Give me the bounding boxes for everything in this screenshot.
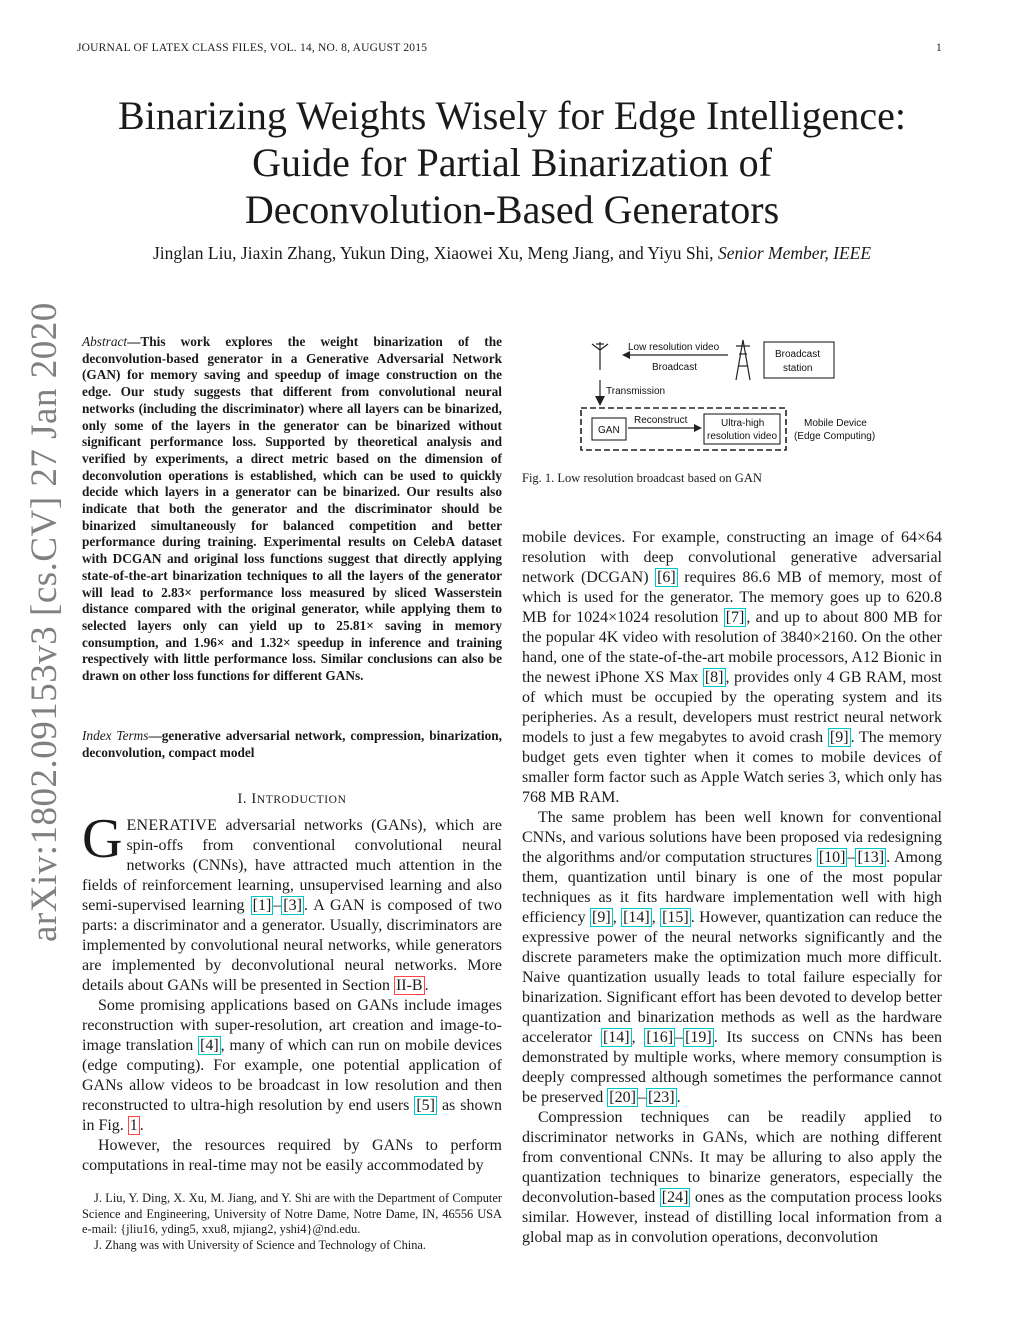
- intro-text: . A GAN is composed of two parts: a discriminator and a generator. Usually, discriminators are implemented by convolutional neural networks, while generators are implemented by deconvolutional neural networks. More details about GANs will be presented in Section: [82, 897, 502, 994]
- citation-link[interactable]: [19]: [685, 1029, 712, 1046]
- section-title-cap: I: [251, 791, 257, 807]
- citation-link[interactable]: [20]: [609, 1089, 636, 1106]
- section-heading: [82, 791, 502, 808]
- citation-link[interactable]: [9]: [592, 909, 611, 926]
- mobile-device-label-2: (Edge Computing): [794, 431, 876, 442]
- citation-link[interactable]: [14]: [623, 909, 650, 926]
- dash: –: [675, 1029, 684, 1046]
- mobile-device-label-1: Mobile Device: [804, 418, 867, 429]
- right-paragraph-2: [522, 808, 942, 1108]
- arxiv-stamp: arXiv:1802.09153v3 [cs.CV] 27 Jan 2020: [24, 302, 65, 942]
- dash: –: [273, 897, 282, 914]
- intro-text: Some promising applications based on GANs include images reconstruction with super-resolution, art creation and image-to-image translation: [82, 997, 502, 1054]
- citation-link[interactable]: [13]: [857, 849, 885, 866]
- body-text: , provides only 4 GB RAM, most of which must be occupied by the operating system and its peripheries. As a result, developers must restrict neural network models to just a few megabytes to avoid crash: [522, 669, 943, 746]
- station-label-2: station: [783, 363, 813, 374]
- body-text: . The memory budget gets even tighter when it comes to mobile devices of smaller form factor such as Apple Watch series 3, which only has 768 MB RAM.: [522, 729, 942, 806]
- citation-link[interactable]: [3]: [283, 897, 302, 914]
- footnote-affiliation-2: J. Zhang was with University of Science and Technology of China.: [94, 1237, 427, 1252]
- comma: ,: [631, 1029, 645, 1046]
- body-text: . Among them, quantization until binary is one of the most popular techniques as it fits hardware implementation well with high efficiency: [522, 849, 942, 926]
- index-terms-lead: Index Terms: [82, 728, 149, 743]
- body-text: . However, quantization can reduce the expressive power of the neural networks significantly and the discrete parameters make the optimization much more difficult. Naive quantization usually leads to total failure especially for binarization. Significant effort has been devoted to develop better quantization and binarization methods as well as the hardware accelerator: [522, 909, 943, 1046]
- intro-paragraph-1: [82, 808, 502, 996]
- section-title-rest: NTRODUCTION: [256, 794, 347, 806]
- citation-link[interactable]: [16]: [646, 1029, 674, 1046]
- body-text: requires 86.6 MB of memory, most of which is used for the generator. The memory goes up to 620.8 MB for 1024×1024 resolution: [522, 569, 942, 626]
- author-names: Jinglan Liu, Jiaxin Zhang, Yukun Ding, Xiaowei Xu, Meng Jiang, and Yiyu Shi,: [152, 243, 718, 263]
- section-number: I.: [237, 791, 252, 807]
- citation-link[interactable]: [4]: [200, 1037, 219, 1054]
- body-text: mobile devices. For example, constructing an image of 64×64 resolution with deep convolutional generative adversarial network (DCGAN): [522, 529, 942, 586]
- broadcast-label: Broadcast: [652, 362, 698, 373]
- section-link[interactable]: II-B: [395, 977, 423, 994]
- citation-link[interactable]: [15]: [662, 909, 689, 926]
- ultra-high-label-1: Ultra-high: [721, 418, 765, 429]
- dash: –: [847, 849, 856, 866]
- paper-title: [60, 92, 964, 233]
- intro-text: as shown in Fig.: [82, 1097, 503, 1134]
- author-list: [60, 243, 964, 264]
- reconstruct-label: Reconstruct: [634, 415, 688, 426]
- intro-text: adversarial networks (GANs), which are spin-offs from conventional convolutional neural networks (CNNs), have attracted much attention in the fields of reinforcement learning, unsupervised learning and also semi-supervised learning: [82, 817, 502, 914]
- arrow-head: [595, 396, 605, 406]
- period: .: [139, 1117, 144, 1134]
- intro-paragraph-2: [82, 996, 502, 1136]
- figure-caption: Fig. 1. Low resolution broadcast based on GAN: [522, 471, 762, 485]
- transmission-label: Transmission: [606, 386, 666, 397]
- citation-link[interactable]: [1]: [252, 897, 272, 914]
- citation-link[interactable]: [14]: [602, 1029, 630, 1046]
- dash: –: [637, 1089, 646, 1106]
- footnote-affiliation-1: J. Liu, Y. Ding, X. Xu, M. Jiang, and Y. Shi are with the Department of Computer Science and Engineering, University of Notre Dame, Notre Dame, IN, 46556 USA e-mail: {jliu16, yding5, xxu8, mjiang2, yshi4}@nd.edu.: [82, 1191, 502, 1236]
- citation-link[interactable]: [10]: [818, 849, 846, 866]
- comma: ,: [612, 909, 622, 926]
- author-role: Senior Member, IEEE: [717, 243, 872, 263]
- drop-cap: G: [82, 808, 123, 870]
- body-text: Compression techniques can be readily applied to discriminator networks in GANs, which are nothing different from conventional CNNs. It may be alluring to also apply the quantization techniques to binarize generators, especially the deconvolution-based: [522, 1109, 942, 1206]
- abstract-text: —This work explores the weight binarization of the deconvolution-based generator in a Generative Adversarial Network (GAN) for memory saving and speedup of image construction on the edge. Our study suggests that different from convolutional neural networks (including the discriminator) where all layers can be binarized, only some of the layers in the generator can be binarized without significant performance loss. Supported by theoretical analysis and verified by experiments, a direct metric based on the dimension of deconvolution operations is established, which can be used to quickly decide which layers in a generator can be binarized. Our results also indicate that both the generator and the discriminator should be binarized simultaneously for balanced competition and better performance during training. Experimental results on CelebA dataset with DCGAN and original loss functions suggest that directly applying state-of-the-art binarization techniques to all the layers of the generator will lead to 2.83× performance loss measured by sliced Wasserstein distance compared with the original generator, while applying them to selected layers only can yield up to 25.81× saving in memory consumption, and 1.96× and 1.32× speedup in inference and training respectively with little performance loss. Similar conclusions can also be drawn on other loss functions for different GANs.: [82, 334, 502, 684]
- station-label-1: Broadcast: [775, 349, 821, 360]
- citation-link[interactable]: [24]: [661, 1189, 689, 1206]
- body-text: , and up to about 800 MB for the popular 4K video with resolution of 3840×2160. On the other hand, one of the state-of-the-art mobile processors, A12 Bionic in the newest iPhone XS Max: [522, 609, 942, 686]
- comma: ,: [651, 909, 661, 926]
- body-text: The same problem has been well known for conventional CNNs, and various solutions have been proposed via redesigning the algorithms and/or computation structures: [522, 809, 942, 866]
- citation-link[interactable]: [8]: [704, 669, 724, 686]
- right-paragraph-1: [522, 528, 942, 808]
- citation-link[interactable]: [5]: [416, 1097, 435, 1114]
- body-text: . Its success on CNNs has been demonstrated by multiple works, where memory consumption is deeply compressed although sometimes the performance cannot be preserved: [522, 1029, 942, 1106]
- figure-link[interactable]: 1: [129, 1117, 138, 1134]
- title-line-2: Guide for Partial Binarization of: [252, 140, 772, 185]
- arrow-head: [694, 424, 702, 432]
- index-terms: [82, 728, 502, 761]
- citation-link[interactable]: [9]: [829, 729, 849, 746]
- citation-link[interactable]: [6]: [657, 569, 676, 586]
- body-text: ones as the computation process looks similar. However, instead of distilling local information from a global map as in convolution operations, deconvolution: [522, 1189, 943, 1246]
- intro-paragraph-3: However, the resources required by GANs to perform computations in real-time may not be easily accommodated by: [82, 1137, 502, 1174]
- citation-link[interactable]: [7]: [725, 609, 745, 626]
- abstract: [82, 334, 502, 685]
- journal-header: JOURNAL OF LATEX CLASS FILES, VOL. 14, NO. 8, AUGUST 2015: [77, 42, 428, 54]
- title-line-3: Deconvolution-Based Generators: [244, 187, 780, 232]
- right-column-body: [522, 528, 942, 1248]
- index-terms-text: —generative adversarial network, compression, binarization, deconvolution, compact model: [82, 728, 502, 760]
- footnote: [82, 1191, 502, 1253]
- title-line-1: Binarizing Weights Wisely for Edge Intelligence:: [118, 93, 906, 138]
- ultra-high-label-2: resolution video: [707, 431, 778, 442]
- figure-diagram: [578, 336, 908, 461]
- gan-label: GAN: [598, 425, 620, 436]
- abstract-lead: Abstract: [82, 334, 128, 349]
- intro-text: , many of which can run on mobile devices (edge computing). For example, one potential application of GANs allow videos to be broadcast in low resolution and then reconstructed to ultra-high resolution by end users: [82, 1037, 503, 1114]
- right-paragraph-3: [522, 1108, 942, 1248]
- tower-right-icon: [736, 340, 750, 380]
- first-word: ENERATIVE: [126, 817, 218, 834]
- low-res-label: Low resolution video: [628, 342, 720, 353]
- tower-left-icon: [592, 342, 608, 370]
- page-number: 1: [936, 42, 942, 54]
- period: .: [676, 1089, 681, 1106]
- period: .: [424, 977, 429, 994]
- introduction-body: [82, 808, 503, 1176]
- citation-link[interactable]: [23]: [647, 1089, 675, 1106]
